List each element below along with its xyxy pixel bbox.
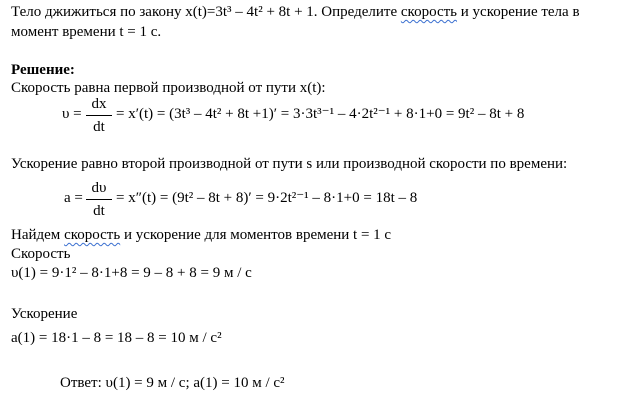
acceleration-label: Ускорение: [11, 306, 78, 322]
problem-line-1: [11, 4, 580, 21]
solution-heading: Решение:: [11, 62, 75, 78]
velocity-intro: Скорость равна первой производной от пути x(t):: [11, 80, 326, 96]
answer-line: [60, 375, 285, 392]
find-text-tail: и ускорение для моментов времени t = 1 с: [120, 227, 392, 243]
acceleration-rhs: = x″(t) = (9t² – 8t + 8)′ = 9·2t²⁻¹ – 8·1+0 = 18t – 8: [116, 190, 418, 206]
problem-text: Тело джижиться по закону x(t)=3t³ – 4t² + 8t + 1. Определите: [11, 4, 401, 20]
velocity-rhs: = x′(t) = (3t³ – 4t² + 8t +1)′ = 3·3t³⁻¹ – 4·2t²⁻¹ + 8·1+0 = 9t² – 8t + 8: [116, 106, 525, 122]
problem-text-tail: и ускорение тела в: [457, 4, 580, 20]
acceleration-calculation: a(1) = 18·1 – 8 = 18 – 8 = 10 м / c²: [11, 330, 222, 346]
acceleration-frac-denominator: dt: [93, 203, 105, 219]
acceleration-frac-numerator: dυ: [91, 180, 107, 196]
problem-line-2: момент времени t = 1 с.: [11, 24, 162, 40]
acceleration-intro: Ускорение равно второй производной от пути s или производной скорости по времени:: [11, 156, 568, 172]
velocity-lhs: υ =: [62, 106, 82, 122]
acceleration-frac-bar: [86, 199, 112, 200]
answer-label: Ответ:: [60, 375, 102, 391]
find-text: Найдем: [11, 227, 65, 243]
spellcheck-word: скорость: [400, 4, 458, 20]
velocity-frac-bar: [86, 115, 112, 116]
spellcheck-word: скорость: [64, 227, 121, 243]
speed-calculation: υ(1) = 9·1² – 8·1+8 = 9 – 8 + 8 = 9 м / с: [11, 265, 252, 281]
velocity-frac-numerator: dx: [91, 96, 107, 112]
acceleration-lhs: a =: [64, 190, 83, 206]
velocity-frac-denominator: dt: [93, 119, 105, 135]
speed-label: Скорость: [11, 246, 71, 262]
answer-value: υ(1) = 9 м / с; a(1) = 10 м / c²: [105, 375, 285, 391]
find-line: [11, 227, 391, 244]
